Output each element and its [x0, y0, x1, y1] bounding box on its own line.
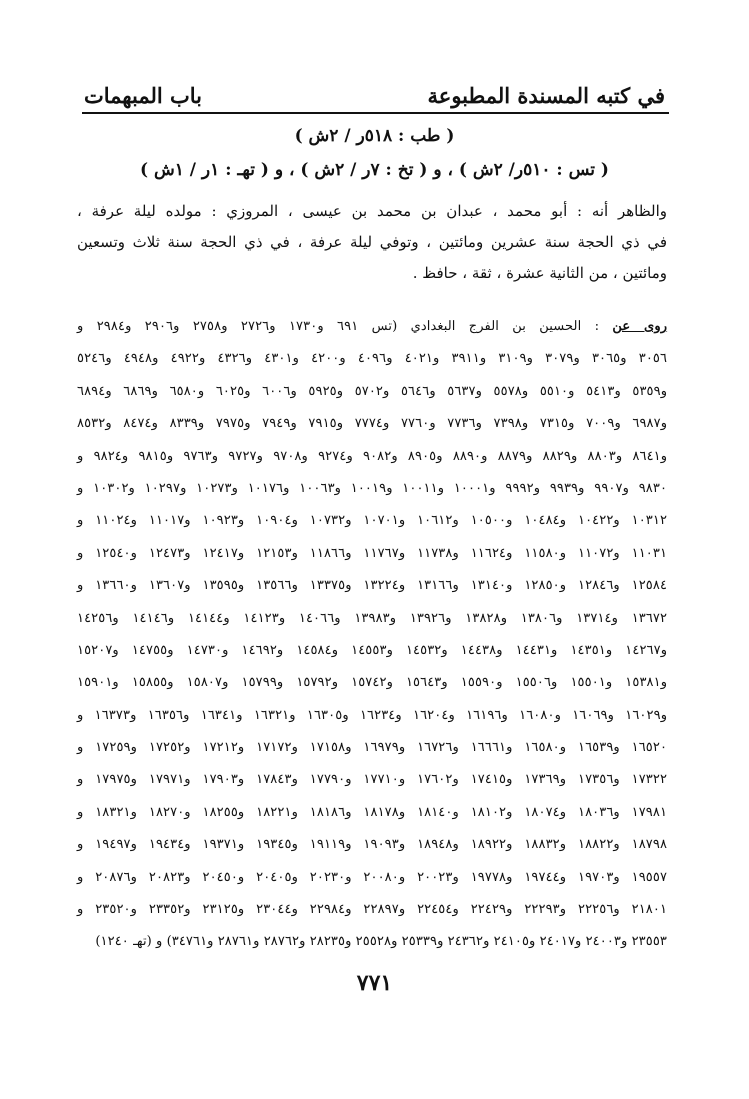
- narrators-line: ٢١٨٠١ و٢٢٢٥٦ و٢٢٢٩٣ و٢٢٤٢٩ و٢٢٤٥٤ و٢٢٨٩٧ و٢٢٩٨٤ و٢٣٠٤٤ و٢٣١٢٥ و٢٣٣٥٢ و٢٣٥٢٠ و: [77, 902, 668, 918]
- narrators-line: ٢٣٥٥٣ و٢٤٠٠٣ و٢٤٠١٧ و٢٤١٠٥ و٢٤٣٦٢ و٢٥٣٣٩ و٢٥٥٢٨ و٢٨٢٣٥ و٢٨٧٦٢ و٢٨٧٦١ و٣٤٧٦١) و (تهـ ١٢٤٠): [95, 934, 667, 950]
- narrators-line: ١٧٩٨١ و١٨٠٣٦ و١٨٠٧٤ و١٨١٠٢ و١٨١٤٠ و١٨١٧٨ و١٨١٨٦ و١٨٢٢١ و١٨٢٥٥ و١٨٢٧٠ و١٨٣٢١ و: [77, 804, 668, 820]
- narrators-line: و٦٩٨٧ و٧٠٠٩ و٧٣١٥ و٧٣٩٨ و٧٧٣٦ و٧٧٦٠ و٧٧٧٤ و٧٩١٥ و٧٩٤٩ و٧٩٧٥ و٨٣٣٩ و٨٤٧٤ و٨٥٣٢: [77, 416, 668, 432]
- biography-line: والظاهر أنه : أبو محمد ، عبدان بن محمد بن عيسى ، المروزي : مولده ليلة عرفة ،: [77, 202, 667, 220]
- narrators-line: ١١٠٣١ و١١٠٧٢ و١١٥٨٠ و١١٦٢٤ و١١٧٣٨ و١١٧٦٧ و١١٨٦٦ و١٢١٥٣ و١٢٤١٧ و١٢٤٧٣ و١٢٥٤٠ و: [77, 545, 668, 561]
- narrators-line: ١٧٣٢٢ و١٧٣٥٦ و١٧٣٦٩ و١٧٤١٥ و١٧٦٠٢ و١٧٧١٠ و١٧٧٩٠ و١٧٨٤٣ و١٧٩٠٣ و١٧٩٧١ و١٧٩٧٥ و: [77, 772, 668, 788]
- narrators-line: و١٦٠٢٩ و١٦٠٦٩ و١٦٠٨٠ و١٦١٩٦ و١٦٢٠٤ و١٦٢٣٤ و١٦٣٠٥ و١٦٣٢١ و١٦٣٤١ و١٦٣٥٦ و١٦٣٧٣ و: [77, 707, 668, 723]
- biography-paragraph: [77, 196, 667, 289]
- reference-line-1: ( طب : ٥١٨ر / ٢ش ): [294, 126, 455, 146]
- biography-line: ومائتين ، من الثانية عشرة ، ثقة ، حافظ .: [412, 264, 667, 282]
- narrators-line: ١٠٣١٢ و١٠٤٢٢ و١٠٤٨٤ و١٠٥٠٠ و١٠٦١٢ و١٠٧٠١ و١٠٧٣٢ و١٠٩٠٤ و١٠٩٢٣ و١١٠١٧ و١١٠٢٤ و: [77, 513, 668, 529]
- narrators-line: و١٤٢٦٧ و١٤٣٥١ و١٤٤٣١ و١٤٤٣٨ و١٤٥٣٢ و١٤٥٥٣ و١٤٥٨٤ و١٤٦٩٢ و١٤٧٣٠ و١٤٧٥٥ و١٥٢٠٧: [77, 642, 668, 658]
- page-number: ٧٧١: [356, 970, 393, 996]
- narrators-line: ١٢٥٨٤ و١٢٨٤٦ و١٢٨٥٠ و١٣١٤٠ و١٣١٦٦ و١٣٢٢٤ و١٣٣٧٥ و١٣٥٦٦ و١٣٥٩٥ و١٣٦٠٧ و١٣٦٦٠ و: [77, 578, 668, 594]
- narrators-line: ١٣٦٧٢ و١٣٧١٤ و١٣٨٠٦ و١٣٨٢٨ و١٣٩٢٦ و١٣٩٨٣ و١٤٠٦٦ و١٤١٢٣ و١٤١٤٤ و١٤١٤٦ و١٤٢٥٦: [77, 610, 668, 626]
- narrators-first-line: [77, 311, 667, 343]
- narrators-line: ٣٠٥٦ و٣٠٦٥ و٣٠٧٩ و٣١٠٩ و٣٩١١ و٤٠٢١ و٤٠٩٦ و٤٢٠٠ و٤٣٠١ و٤٣٢٦ و٤٩٢٢ و٤٩٤٨ و٥٢٤٦: [77, 351, 668, 367]
- narrators-line: ١٨٧٩٨ و١٨٨٢٢ و١٨٨٣٢ و١٨٩٢٢ و١٨٩٤٨ و١٩٠٩٣ و١٩١١٩ و١٩٣٤٥ و١٩٣٧١ و١٩٤٣٤ و١٩٤٩٧ و: [77, 837, 668, 853]
- running-header: [84, 74, 665, 108]
- narrators-line: و٨٦٤١ و٨٨٠٣ و٨٨٢٩ و٨٨٧٩ و٨٨٩٠ و٨٩٠٥ و٩٠٨٢ و٩٢٧٤ و٩٧٠٨ و٩٧٢٧ و٩٧٦٣ و٩٨١٥ و٩٨٢٤ و: [77, 448, 668, 464]
- header-book-title: في كتبه المسندة المطبوعة: [427, 83, 665, 108]
- narrated-from-label: روى عن: [612, 319, 668, 334]
- narrators-paragraph: [77, 311, 667, 959]
- header-divider: [82, 112, 669, 114]
- narrators-line: ١٩٥٥٧ و١٩٧٠٣ و١٩٧٤٤ و١٩٧٧٨ و٢٠٠٢٣ و٢٠٠٨٠ و٢٠٢٣٠ و٢٠٤٠٥ و٢٠٤٥٠ و٢٠٨٢٣ و٢٠٨٧٦ و: [77, 869, 668, 885]
- biography-line: في ذي الحجة سنة عشرين ومائتين ، وتوفي ليلة عرفة ، في ذي الحجة سنة ثلاث وتسعين: [77, 233, 667, 251]
- header-chapter-title: باب المبهمات: [84, 83, 203, 108]
- narrators-line: ١٦٥٢٠ و١٦٥٣٩ و١٦٥٨٠ و١٦٦٦١ و١٦٧٢٦ و١٦٩٧٩ و١٧١٥٨ و١٧١٧٢ و١٧٢١٢ و١٧٢٥٢ و١٧٢٥٩ و: [77, 740, 668, 756]
- narrators-line: و١٥٣٨١ و١٥٥٠١ و١٥٥٠٦ و١٥٥٩٠ و١٥٦٤٣ و١٥٧٤٢ و١٥٧٩٢ و١٥٧٩٩ و١٥٨٠٧ و١٥٨٥٥ و١٥٩٠١: [77, 675, 668, 691]
- narrators-first-line-text: : الحسين بن الفرج البغدادي (تس ٦٩١ و١٧٣٠ و٢٧٢٦ و٢٧٥٨ و٢٩٠٦ و٢٩٨٤ و: [77, 319, 613, 334]
- reference-line-2: ( تس : ٥١٠ر/ ٢ش ) ، و ( تخ : ٧ر / ٢ش ) ، و ( تهـ : ١ر / ١ش ): [140, 160, 609, 180]
- narrators-line: ٩٨٣٠ و٩٩٠٧ و٩٩٣٩ و٩٩٩٢ و١٠٠٠١ و١٠٠١١ و١٠٠١٩ و١٠٠٦٣ و١٠١٧٦ و١٠٢٧٣ و١٠٢٩٧ و١٠٣٠٢ و: [77, 480, 668, 496]
- narrators-line: و٥٣٥٩ و٥٤١٣ و٥٥١٠ و٥٥٧٨ و٥٦٣٧ و٥٦٤٦ و٥٧٠٢ و٥٩٢٥ و٦٠٠٦ و٦٠٢٥ و٦٥٨٠ و٦٨٦٩ و٦٨٩٤: [77, 383, 668, 399]
